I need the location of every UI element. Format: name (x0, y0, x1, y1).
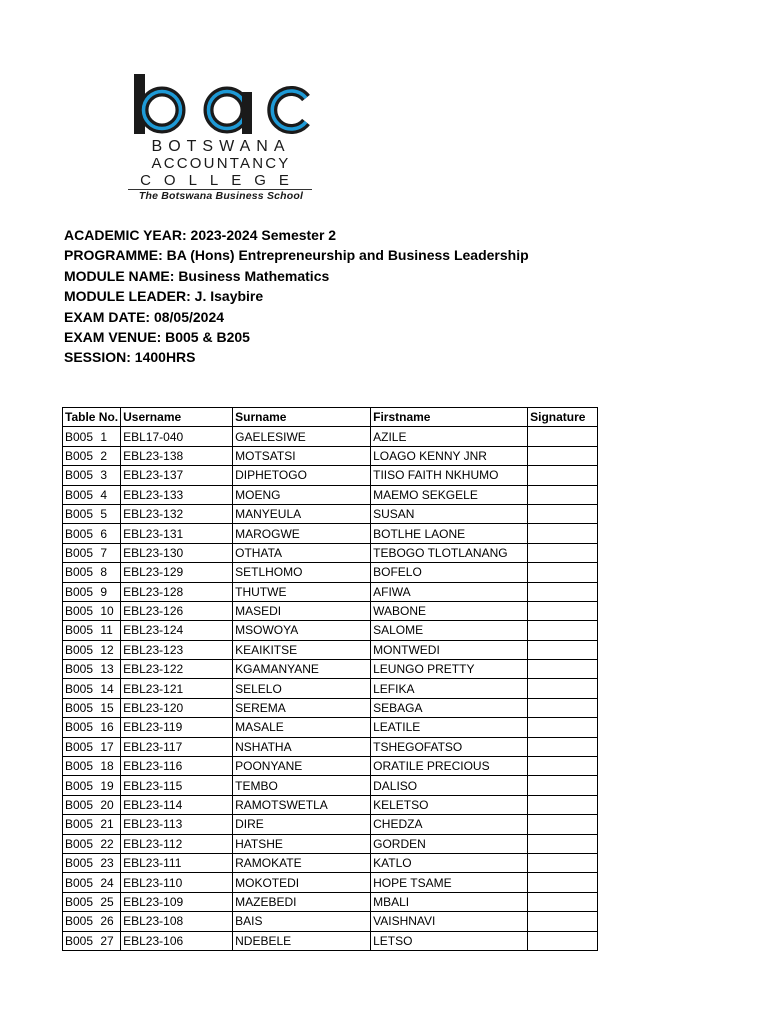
header-firstname: Firstname (371, 408, 528, 427)
table-header-row (63, 408, 598, 427)
table-row (63, 931, 598, 950)
table-row (63, 660, 598, 679)
table-row (63, 601, 598, 620)
signature-cell[interactable] (528, 640, 598, 659)
logo-line-college: COLLEGE (140, 172, 302, 189)
firstname-cell: TIISO FAITH NKHUMO (371, 466, 528, 485)
header-surname: Surname (233, 408, 371, 427)
table-row (63, 621, 598, 640)
username-cell: EBL23-126 (121, 601, 233, 620)
table-row (63, 912, 598, 931)
signature-cell[interactable] (528, 427, 598, 446)
surname-cell: KEAIKITSE (233, 640, 371, 659)
table-no-cell: B005 2 (63, 446, 121, 465)
table-row (63, 466, 598, 485)
surname-cell: POONYANE (233, 757, 371, 776)
firstname-cell: LEUNGO PRETTY (371, 660, 528, 679)
table-row (63, 718, 598, 737)
signature-cell[interactable] (528, 543, 598, 562)
firstname-cell: TEBOGO TLOTLANANG (371, 543, 528, 562)
surname-cell: DIRE (233, 815, 371, 834)
module-name: MODULE NAME: Business Mathematics (64, 267, 330, 284)
surname-cell: OTHATA (233, 543, 371, 562)
table-row (63, 504, 598, 523)
firstname-cell: SUSAN (371, 504, 528, 523)
table-no-cell: B005 19 (63, 776, 121, 795)
surname-cell: TEMBO (233, 776, 371, 795)
exam-venue: EXAM VENUE: B005 & B205 (64, 328, 250, 345)
username-cell: EBL23-122 (121, 660, 233, 679)
username-cell: EBL23-110 (121, 873, 233, 892)
table-no-cell: B005 1 (63, 427, 121, 446)
surname-cell: KGAMANYANE (233, 660, 371, 679)
surname-cell: BAIS (233, 912, 371, 931)
username-cell: EBL23-108 (121, 912, 233, 931)
table-no-cell: B005 13 (63, 660, 121, 679)
table-row (63, 427, 598, 446)
surname-cell: MOKOTEDI (233, 873, 371, 892)
signature-cell[interactable] (528, 582, 598, 601)
module-leader: MODULE LEADER: J. Isaybire (64, 288, 264, 305)
table-no-cell: B005 14 (63, 679, 121, 698)
table-no-cell: B005 9 (63, 582, 121, 601)
username-cell: EBL23-116 (121, 757, 233, 776)
table-no-cell: B005 27 (63, 931, 121, 950)
surname-cell: THUTWE (233, 582, 371, 601)
username-cell: EBL23-133 (121, 485, 233, 504)
signature-cell[interactable] (528, 718, 598, 737)
username-cell: EBL23-137 (121, 466, 233, 485)
firstname-cell: TSHEGOFATSO (371, 737, 528, 756)
signature-cell[interactable] (528, 815, 598, 834)
signature-cell[interactable] (528, 466, 598, 485)
surname-cell: MOENG (233, 485, 371, 504)
firstname-cell: AFIWA (371, 582, 528, 601)
username-cell: EBL23-129 (121, 563, 233, 582)
signature-cell[interactable] (528, 621, 598, 640)
signature-cell[interactable] (528, 563, 598, 582)
table-row (63, 698, 598, 717)
username-cell: EBL23-131 (121, 524, 233, 543)
username-cell: EBL23-111 (121, 853, 233, 872)
signature-cell[interactable] (528, 679, 598, 698)
username-cell: EBL23-128 (121, 582, 233, 601)
exam-date: EXAM DATE: 08/05/2024 (64, 308, 225, 325)
table-no-cell: B005 5 (63, 504, 121, 523)
surname-cell: MAROGWE (233, 524, 371, 543)
signature-cell[interactable] (528, 504, 598, 523)
firstname-cell: BOFELO (371, 563, 528, 582)
signature-cell[interactable] (528, 524, 598, 543)
firstname-cell: CHEDZA (371, 815, 528, 834)
table-row (63, 795, 598, 814)
table-no-cell: B005 12 (63, 640, 121, 659)
logo-line-botswana: BOTSWANA (151, 138, 291, 155)
firstname-cell: KELETSO (371, 795, 528, 814)
surname-cell: NDEBELE (233, 931, 371, 950)
signature-cell[interactable] (528, 853, 598, 872)
surname-cell: DIPHETOGO (233, 466, 371, 485)
firstname-cell: MBALI (371, 892, 528, 911)
signature-cell[interactable] (528, 776, 598, 795)
exam-details (64, 225, 529, 368)
signature-cell[interactable] (528, 873, 598, 892)
table-no-cell: B005 3 (63, 466, 121, 485)
signature-cell[interactable] (528, 601, 598, 620)
signature-cell[interactable] (528, 931, 598, 950)
signature-cell[interactable] (528, 737, 598, 756)
bac-logo (126, 72, 316, 204)
table-row (63, 640, 598, 659)
signature-cell[interactable] (528, 757, 598, 776)
surname-cell: NSHATHA (233, 737, 371, 756)
table-no-cell: B005 16 (63, 718, 121, 737)
table-no-cell: B005 4 (63, 485, 121, 504)
username-cell: EBL23-120 (121, 698, 233, 717)
username-cell: EBL23-132 (121, 504, 233, 523)
surname-cell: MSOWOYA (233, 621, 371, 640)
table-row (63, 679, 598, 698)
table-row (63, 834, 598, 853)
table-no-cell: B005 21 (63, 815, 121, 834)
header-table-no: Table No. (63, 408, 121, 427)
table-row (63, 485, 598, 504)
username-cell: EBL23-121 (121, 679, 233, 698)
table-no-cell: B005 8 (63, 563, 121, 582)
username-cell: EBL23-138 (121, 446, 233, 465)
table-row (63, 892, 598, 911)
surname-cell: RAMOKATE (233, 853, 371, 872)
surname-cell: MOTSATSI (233, 446, 371, 465)
firstname-cell: LEATILE (371, 718, 528, 737)
firstname-cell: DALISO (371, 776, 528, 795)
firstname-cell: LOAGO KENNY JNR (371, 446, 528, 465)
firstname-cell: ORATILE PRECIOUS (371, 757, 528, 776)
table-row (63, 524, 598, 543)
table-no-cell: B005 18 (63, 757, 121, 776)
signature-cell[interactable] (528, 485, 598, 504)
firstname-cell: VAISHNAVI (371, 912, 528, 931)
table-no-cell: B005 10 (63, 601, 121, 620)
table-row (63, 873, 598, 892)
username-cell: EBL17-040 (121, 427, 233, 446)
table-no-cell: B005 25 (63, 892, 121, 911)
table-no-cell: B005 20 (63, 795, 121, 814)
username-cell: EBL23-115 (121, 776, 233, 795)
table-row (63, 776, 598, 795)
logo-line-accountancy: ACCOUNTANCY (151, 155, 291, 172)
firstname-cell: LEFIKA (371, 679, 528, 698)
username-cell: EBL23-119 (121, 718, 233, 737)
surname-cell: MASEDI (233, 601, 371, 620)
signature-cell[interactable] (528, 892, 598, 911)
surname-cell: MAZEBEDI (233, 892, 371, 911)
username-cell: EBL23-109 (121, 892, 233, 911)
firstname-cell: GORDEN (371, 834, 528, 853)
signature-cell[interactable] (528, 912, 598, 931)
signature-cell[interactable] (528, 446, 598, 465)
attendance-register-table (62, 407, 598, 951)
firstname-cell: AZILE (371, 427, 528, 446)
signature-cell[interactable] (528, 698, 598, 717)
username-cell: EBL23-117 (121, 737, 233, 756)
firstname-cell: BOTLHE LAONE (371, 524, 528, 543)
table-no-cell: B005 23 (63, 853, 121, 872)
table-row (63, 815, 598, 834)
table-row (63, 582, 598, 601)
surname-cell: MASALE (233, 718, 371, 737)
header-signature: Signature (528, 408, 598, 427)
firstname-cell: HOPE TSAME (371, 873, 528, 892)
username-cell: EBL23-112 (121, 834, 233, 853)
firstname-cell: MAEMO SEKGELE (371, 485, 528, 504)
academic-year: ACADEMIC YEAR: 2023-2024 Semester 2 (64, 227, 337, 243)
table-no-cell: B005 11 (63, 621, 121, 640)
username-cell: EBL23-130 (121, 543, 233, 562)
surname-cell: RAMOTSWETLA (233, 795, 371, 814)
surname-cell: SELELO (233, 679, 371, 698)
surname-cell: HATSHE (233, 834, 371, 853)
table-no-cell: B005 22 (63, 834, 121, 853)
signature-cell[interactable] (528, 660, 598, 679)
surname-cell: GAELESIWE (233, 427, 371, 446)
table-row (63, 543, 598, 562)
programme: PROGRAMME: BA (Hons) Entrepreneurship and Business Leadership (64, 247, 529, 264)
username-cell: EBL23-114 (121, 795, 233, 814)
session: SESSION: 1400HRS (64, 349, 196, 366)
username-cell: EBL23-123 (121, 640, 233, 659)
surname-cell: MANYEULA (233, 504, 371, 523)
table-no-cell: B005 6 (63, 524, 121, 543)
table-row (63, 853, 598, 872)
surname-cell: SEREMA (233, 698, 371, 717)
bac-wordmark-icon (126, 72, 316, 138)
username-cell: EBL23-124 (121, 621, 233, 640)
firstname-cell: WABONE (371, 601, 528, 620)
table-no-cell: B005 15 (63, 698, 121, 717)
signature-cell[interactable] (528, 795, 598, 814)
firstname-cell: LETSO (371, 931, 528, 950)
table-no-cell: B005 7 (63, 543, 121, 562)
firstname-cell: MONTWEDI (371, 640, 528, 659)
table-no-cell: B005 24 (63, 873, 121, 892)
username-cell: EBL23-106 (121, 931, 233, 950)
firstname-cell: SEBAGA (371, 698, 528, 717)
table-row (63, 563, 598, 582)
table-row (63, 757, 598, 776)
firstname-cell: SALOME (371, 621, 528, 640)
firstname-cell: KATLO (371, 853, 528, 872)
table-no-cell: B005 26 (63, 912, 121, 931)
table-row (63, 737, 598, 756)
username-cell: EBL23-113 (121, 815, 233, 834)
header-username: Username (121, 408, 233, 427)
surname-cell: SETLHOMO (233, 563, 371, 582)
logo-tagline: The Botswana Business School (138, 190, 304, 202)
table-no-cell: B005 17 (63, 737, 121, 756)
table-row (63, 446, 598, 465)
signature-cell[interactable] (528, 834, 598, 853)
